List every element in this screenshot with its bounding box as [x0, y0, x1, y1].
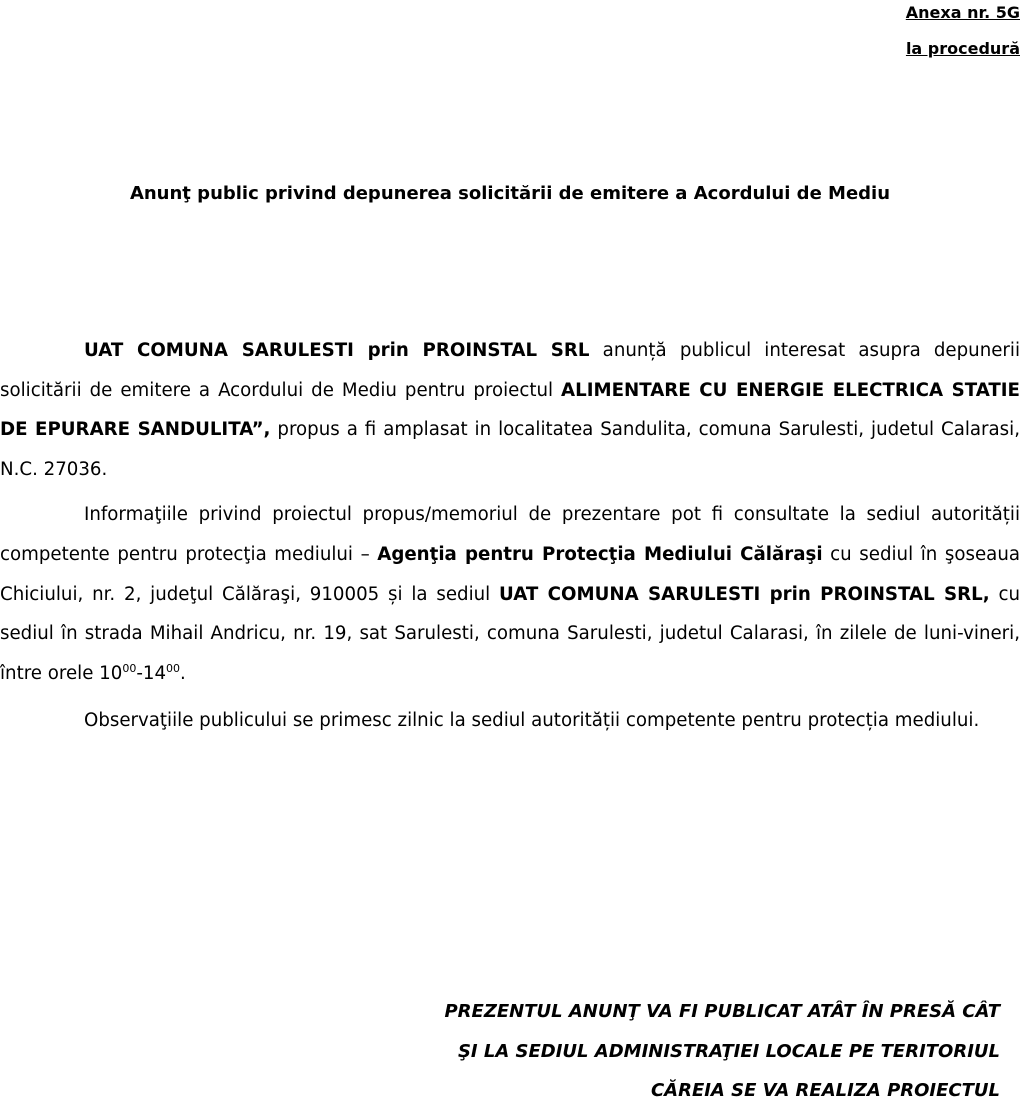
annex-procedure: la procedură — [905, 39, 1020, 58]
paragraph-text: propus a fi amplasat in localitatea Sandulita, comuna Sarulesti, judetul Calarasi, N.C. 27036. — [0, 419, 1020, 480]
publication-note-line: CĂREIA SE VA REALIZA PROIECTUL — [650, 1080, 1000, 1101]
hour-end-superscript: 00 — [166, 661, 181, 675]
announcement-body — [0, 331, 1020, 741]
publication-note-line: PREZENTUL ANUNŢ VA FI PUBLICAT ATÂT ÎN PRESĂ CÂT — [444, 1001, 1000, 1022]
paragraph-observations: Observaţiile publicului se primesc zilnic la sediul autorității competente pentru protecția mediului. — [84, 710, 980, 732]
applicant-name: UAT COMUNA SARULESTI prin PROINSTAL SRL, — [499, 583, 990, 605]
hour-dash: -14 — [136, 662, 167, 684]
annex-number: Anexa nr. 5G — [905, 3, 1020, 22]
paragraph-text: Informaţiile privind proiectul propus/memoriul de prezentare pot fi consultate la sediul autorității competente pentru protecţia mediului – — [0, 504, 1020, 565]
agency-name: Agenţia pentru Protecţia Mediului Călăraşi — [377, 543, 823, 565]
paragraph-text: anunță publicul interesat asupra depunerii solicitării de emitere a Acordului de Mediu pentru proiectul — [0, 340, 1020, 401]
applicant-name: UAT COMUNA SARULESTI prin PROINSTAL SRL — [84, 340, 590, 361]
paragraph-consultation — [0, 495, 1020, 693]
paragraph-submission — [0, 331, 1020, 489]
publication-note-line: ŞI LA SEDIUL ADMINISTRAŢIEI LOCALE PE TERITORIUL — [457, 1040, 1000, 1062]
paragraph-period: . — [180, 662, 186, 684]
annex-header — [906, 0, 1020, 67]
hour-start-superscript: 00 — [122, 661, 137, 675]
document-title: Anunţ public privind depunerea solicitării de emitere a Acordului de Mediu — [129, 183, 891, 204]
paragraph-text: cu sediul în strada Mihail Andricu, nr. 19, sat Sarulesti, comuna Sarulesti, judetul Calarasi, în zilele de luni-vineri, între orele 10 — [0, 583, 1020, 684]
paragraph-text: cu sediul în şoseaua Chiciului, nr. 2, judeţul Călăraşi, 910005 și la sediul — [0, 543, 1020, 605]
publication-note — [444, 992, 1000, 1111]
project-name: ALIMENTARE CU ENERGIE ELECTRICA STATIE DE EPURARE SANDULITA”, — [0, 379, 1020, 441]
